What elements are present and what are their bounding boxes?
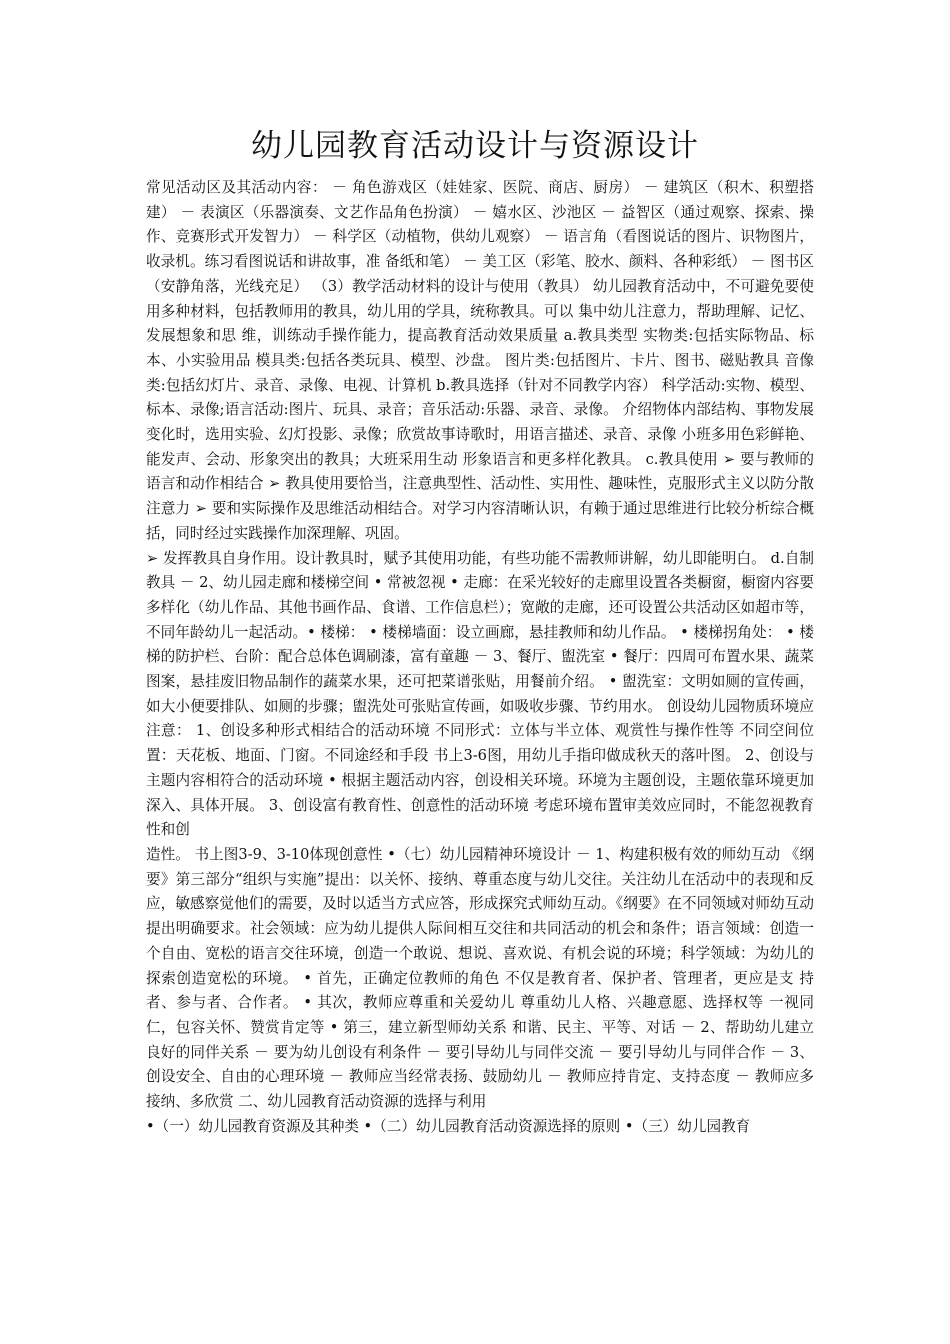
document-title: 幼儿园教育活动设计与资源设计: [251, 128, 699, 164]
body-paragraph: 常见活动区及其活动内容： － 角色游戏区（娃娃家、医院、商店、厨房） － 建筑区（积木、积塑搭建） － 表演区（乐器演奏、文艺作品角色扮演） － 嬉水区、沙池区 － 益智区（通过观察、探索、操作、竞赛形式开发智力） － 科学区（动植物，供幼儿观察） － 语言角（看图说话的图片、识物图片，收录机。练习看图说话和讲故事，准 备纸和笔） － 美工区（彩笔、胶水、颜料、各种彩纸） － 图书区（安静角落，光线充足） （3）教学活动材料的设计与使用（教具） 幼儿园教育活动中，不可避免要使用多种材料，包括教师用的教具，幼儿用的学具，统称教具。可以 集中幼儿注意力，帮助理解、记忆、发展想象和思 维，训练动手操作能力，提高教育活动效果质量 a.教具类型 实物类:包括实际物品、标本、小实验用品 模具类:包括各类玩具、模型、沙盘。 图片类:包括图片、卡片、图书、磁贴教具 音像类:包括幻灯片、录音、录像、电视、计算机 b.教具选择（针对不同教学内容） 科学活动:实物、模型、标本、录像;语言活动:图片、玩具、录音；音乐活动:乐器、录音、录像。 介绍物体内部结构、事物发展变化时，选用实验、幻灯投影、录像；欣赏故事诗歌时，用语言描述、录音、录像 小班多用色彩鲜艳、能发声、会动、形象突出的教具；大班采用生动 形象语言和更多样化教具。 c.教具使用 ➢ 要与教师的语言和动作相结合 ➢ 教具使用要恰当，注意典型性、活动性、实用性、趣味性，克服形式主义以防分散注意力 ➢ 要和实际操作及思维活动相结合。对学习内容清晰认识，有赖于通过思维进行比较分析综合概括，同时经过实践操作加深理解、巩固。: [146, 179, 814, 542]
body-paragraph: ➢ 发挥教具自身作用。设计教具时，赋予其使用功能，有些功能不需教师讲解，幼儿即能明白。 d.自制教具 － 2、幼儿园走廊和楼梯空间 • 常被忽视 • 走廊：在采光较好的走廊里设置各类橱窗，橱窗内容要多样化（幼儿作品、其他书画作品、食谱、工作信息栏）；宽敞的走廊，还可设置公共活动区如超市等，不同年龄幼儿一起活动。• 楼梯： • 楼梯墙面：设立画廊，悬挂教师和幼儿作品。 • 楼梯拐角处： • 楼梯的防护栏、台阶：配合总体色调刷漆，富有童趣 － 3、餐厅、盥洗室 • 餐厅：四周可布置水果、蔬菜图案，悬挂废旧物品制作的蔬菜水果，还可把菜谱张贴，用餐前介绍。 • 盥洗室：文明如厕的宣传画，如大小便要排队、如厕的步骤；盥洗处可张贴宣传画，如吸收步骤、节约用水。 创设幼儿园物质环境应注意： 1、创设多种形式相结合的活动环境 不同形式：立体与半立体、观赏性与操作性等 不同空间位置：天花板、地面、门窗。不同途经和手段 书上3-6图，用幼儿手指印做成秋天的落叶图。 2、创设与主题内容相符合的活动环境 • 根据主题活动内容，创设相关环境。环境为主题创设，主题依靠环境更加深入、具体开展。 3、创设富有教育性、创意性的活动环境 考虑环境布置审美效应同时，不能忽视教育性和创: [146, 549, 814, 839]
body-paragraph: •（一）幼儿园教育资源及其种类 •（二）幼儿园教育活动资源选择的原则 •（三）幼儿园教育: [146, 1117, 751, 1135]
body-paragraph: 造性。 书上图3-9、3-10体现创意性 •（七）幼儿园精神环境设计 － 1、构建积极有效的师幼互动 《纲要》第三部分“组织与实施”提出：以关怀、接纳、尊重态度与幼儿交往。关注幼儿在活动中的表现和反应，敏感察觉他们的需要，及时以适当方式应答，形成探究式师幼互动。《纲要》在不同领域对师幼互动提出明确要求。社会领域：应为幼儿提供人际间相互交往和共同活动的机会和条件；语言领域：创造一个自由、宽松的语言交往环境，创造一个敢说、想说、喜欢说、有机会说的环境；科学领域：为幼儿的探索创造宽松的环境。 • 首先，正确定位教师的角色 不仅是教育者、保护者、管理者，更应是支 持者、参与者、合作者。 • 其次，教师应尊重和关爱幼儿 尊重幼儿人格、兴趣意愿、选择权等 一视同仁，包容关怀、赞赏肯定等 • 第三，建立新型师幼关系 和谐、民主、平等、对话 － 2、帮助幼儿建立良好的同伴关系 － 要为幼儿创设有利条件 － 要引导幼儿与同伴交流 － 要引导幼儿与同伴合作 － 3、创设安全、自由的心理环境 － 教师应当经常表扬、鼓励幼儿 － 教师应持肯定、支持态度 － 教师应多接纳、多欣赏 二、幼儿园教育活动资源的选择与利用: [146, 845, 814, 1111]
document-body: [146, 176, 814, 1139]
